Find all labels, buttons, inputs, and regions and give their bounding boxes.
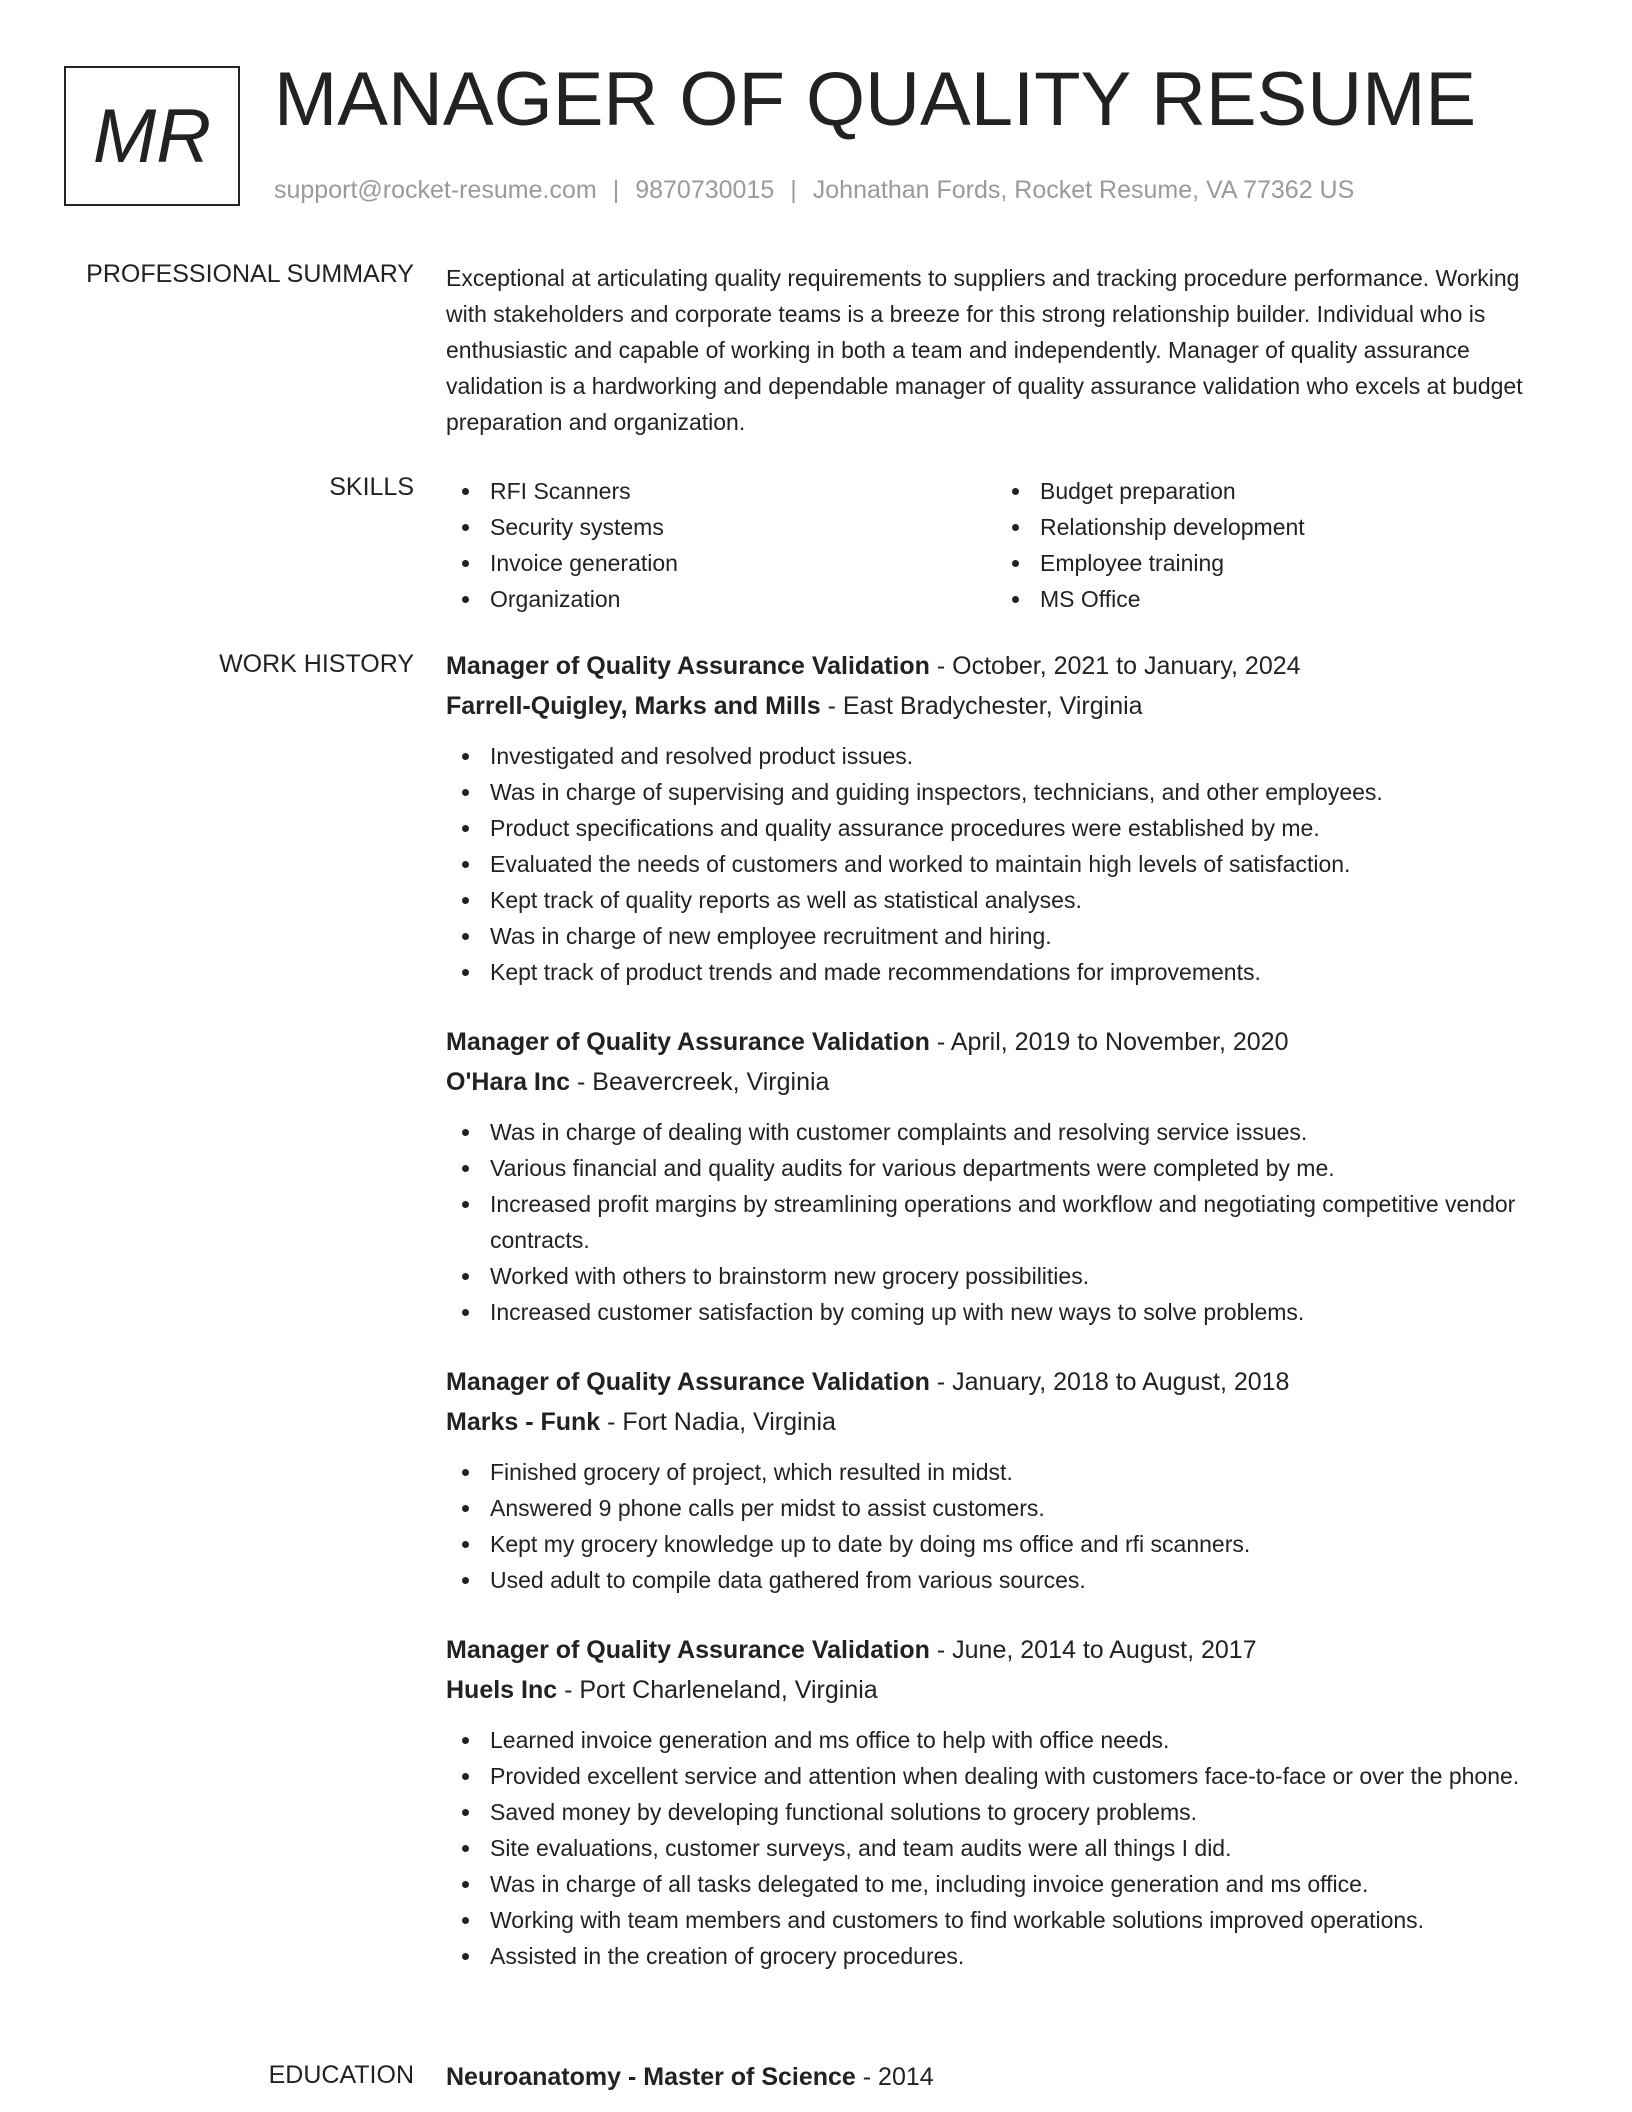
education-heading: EDUCATION [268, 2061, 414, 2089]
job-bullet: Assisted in the creation of grocery procedures. [446, 1938, 1556, 1974]
job-title-line [446, 1630, 1556, 1670]
job-title: Manager of Quality Assurance Validation [446, 652, 930, 680]
skill-item: Employee training [996, 545, 1546, 581]
job-bullet: Investigated and resolved product issues. [446, 738, 1556, 774]
job-bullets [446, 1114, 1556, 1330]
contact-separator: | [790, 176, 797, 204]
job-bullet: Was in charge of new employee recruitment and hiring. [446, 918, 1556, 954]
job-dates: - January, 2018 to August, 2018 [929, 1368, 1290, 1396]
job-bullet: Saved money by developing functional solutions to grocery problems. [446, 1794, 1556, 1830]
resume-title: MANAGER OF QUALITY RESUME [274, 57, 1477, 142]
job-bullet: Used adult to compile data gathered from various sources. [446, 1562, 1556, 1598]
job-title-line [446, 1362, 1556, 1402]
job-bullets [446, 1722, 1556, 1974]
job-bullet: Worked with others to brainstorm new grocery possibilities. [446, 1258, 1556, 1294]
summary-heading: PROFESSIONAL SUMMARY [86, 260, 414, 288]
monogram-badge [64, 66, 240, 206]
job-entry [446, 1022, 1556, 1330]
job-entry [446, 1630, 1556, 1974]
skills-heading: SKILLS [329, 473, 414, 501]
education-line [446, 2057, 1556, 2097]
contact-separator: | [612, 176, 620, 204]
job-bullet: Evaluated the needs of customers and worked to maintain high levels of satisfaction. [446, 846, 1556, 882]
job-company: Marks - Funk [446, 1408, 601, 1436]
job-location: - Fort Nadia, Virginia [600, 1408, 836, 1436]
skill-item: Budget preparation [996, 473, 1546, 509]
job-company-line [446, 1670, 1556, 1710]
contact-email: support@rocket-resume.com [274, 176, 597, 204]
job-location: - Port Charleneland, Virginia [557, 1676, 878, 1704]
job-company: Farrell-Quigley, Marks and Mills [446, 692, 821, 720]
skill-item: Organization [446, 581, 996, 617]
job-bullet: Finished grocery of project, which resulted in midst. [446, 1454, 1556, 1490]
job-bullet: Kept track of product trends and made recommendations for improvements. [446, 954, 1556, 990]
job-company-line [446, 1062, 1556, 1102]
job-bullet: Learned invoice generation and ms office to help with office needs. [446, 1722, 1556, 1758]
job-title: Manager of Quality Assurance Validation [446, 1636, 930, 1664]
job-location: - Beavercreek, Virginia [570, 1068, 830, 1096]
job-bullet: Answered 9 phone calls per midst to assist customers. [446, 1490, 1556, 1526]
skill-item: Security systems [446, 509, 996, 545]
contact-address: Johnathan Fords, Rocket Resume, VA 77362 US [812, 176, 1355, 204]
job-dates: - June, 2014 to August, 2017 [929, 1636, 1257, 1664]
monogram-initials: MR [92, 93, 212, 179]
skill-item: Invoice generation [446, 545, 996, 581]
skills-list-left [446, 473, 996, 617]
job-title: Manager of Quality Assurance Validation [446, 1028, 930, 1056]
summary-text: Exceptional at articulating quality requirements to suppliers and tracking procedure performance. Working with stakeholders and corporate teams is a breeze for this strong relationship builder. Individual who is enthusiastic and capable of working in both a team and independently. Manager of quality assurance validation is a hardworking and dependable manager of quality assurance validation who excels at budget preparation and organization. [446, 265, 1523, 435]
job-bullet: Various financial and quality audits for various departments were completed by me. [446, 1150, 1556, 1186]
job-entry [446, 646, 1556, 990]
skills-list-right [996, 473, 1546, 617]
job-bullets [446, 1454, 1556, 1598]
job-dates: - October, 2021 to January, 2024 [929, 652, 1301, 680]
skill-item: RFI Scanners [446, 473, 996, 509]
job-company: O'Hara Inc [446, 1068, 571, 1096]
job-bullet: Increased profit margins by streamlining operations and workflow and negotiating competitive vendor contracts. [446, 1186, 1556, 1258]
job-bullets [446, 738, 1556, 990]
job-title-line [446, 1022, 1556, 1062]
education-degree: Neuroanatomy - Master of Science [446, 2063, 856, 2091]
skill-item: Relationship development [996, 509, 1546, 545]
education-year: - 2014 [855, 2063, 934, 2091]
job-company: Huels Inc [446, 1676, 558, 1704]
skill-item: MS Office [996, 581, 1546, 617]
job-bullet: Kept track of quality reports as well as statistical analyses. [446, 882, 1556, 918]
job-dates: - April, 2019 to November, 2020 [929, 1028, 1289, 1056]
work-history-heading: WORK HISTORY [219, 650, 414, 678]
job-bullet: Kept my grocery knowledge up to date by doing ms office and rfi scanners. [446, 1526, 1556, 1562]
job-entry [446, 1362, 1556, 1598]
job-bullet: Increased customer satisfaction by coming up with new ways to solve problems. [446, 1294, 1556, 1330]
job-title-line [446, 646, 1556, 686]
job-location: - East Bradychester, Virginia [820, 692, 1143, 720]
job-title: Manager of Quality Assurance Validation [446, 1368, 930, 1396]
job-bullet: Working with team members and customers to find workable solutions improved operations. [446, 1902, 1556, 1938]
contact-line [274, 176, 1354, 205]
job-bullet: Site evaluations, customer surveys, and team audits were all things I did. [446, 1830, 1556, 1866]
job-bullet: Product specifications and quality assurance procedures were established by me. [446, 810, 1556, 846]
job-company-line [446, 1402, 1556, 1442]
contact-phone: 9870730015 [635, 176, 775, 204]
job-company-line [446, 686, 1556, 726]
job-bullet: Provided excellent service and attention when dealing with customers face-to-face or over the phone. [446, 1758, 1556, 1794]
job-bullet: Was in charge of dealing with customer complaints and resolving service issues. [446, 1114, 1556, 1150]
job-bullet: Was in charge of supervising and guiding inspectors, technicians, and other employees. [446, 774, 1556, 810]
job-bullet: Was in charge of all tasks delegated to me, including invoice generation and ms office. [446, 1866, 1556, 1902]
